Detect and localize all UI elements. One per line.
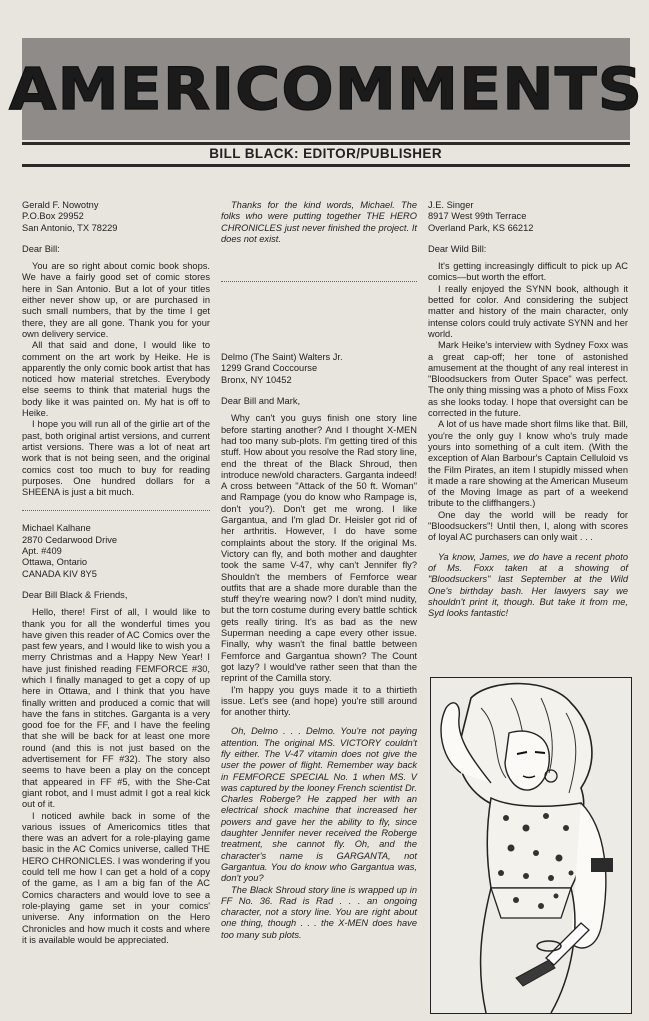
letter-3-address: Delmo (The Saint) Walters Jr. 1299 Grand Coccourse Bronx, NY 10452 xyxy=(221,352,343,385)
column-2 xyxy=(221,200,417,941)
masthead-subtitle: BILL BLACK: EDITOR/PUBLISHER xyxy=(209,146,442,161)
letter-4-paragraph: It's getting increasingly difficult to pick up AC comics—but worth the effort. xyxy=(428,261,628,283)
masthead-rule-top xyxy=(22,142,630,145)
masthead-band xyxy=(8,38,644,140)
masthead-title: AMERICOMMENTS xyxy=(8,55,644,123)
illustration-drawing xyxy=(431,678,631,1013)
letter-4-paragraph: Mark Heike's interview with Sydney Foxx was a great cap-off; her tone of astonished amusement at the thought of any real interest in "Bloodsuckers from Outer Space" was perfect. The only thing missing was a photo of Miss Foxx as she looks today. I hope that oversight can be corrected in the future. xyxy=(428,340,628,419)
column-1 xyxy=(22,200,210,946)
letter-1-paragraph: All that said and done, I would like to comment on the art work by Heike. He is apparently the only comic book artist that has noticed how material stretches. Everybody else seems to think that material hugs the body like it was painted on. My hat is off to Heike. xyxy=(22,340,210,419)
column-3 xyxy=(428,200,628,619)
letter-3-paragraph: I'm happy you guys made it to a thirtieth issue. Let's see (and hope) you're still around for another thirty. xyxy=(221,684,417,718)
letter-4-paragraph: A lot of us have made short films like that. Bill, you're the only guy I know who's truly made yours into something of a cult item. (With the exception of Alan Barbour's Captain Celluloid vs the Film Pirates, an item I stupidly missed when it made a rare showing at the American Museum of the Moving Image as part of a weekend tribute to the cliffhangers.) xyxy=(428,419,628,509)
letter-1-address: Gerald F. Nowotny P.O.Box 29952 San Antonio, TX 78229 xyxy=(22,200,118,233)
letter-1-reply: Thanks for the kind words, Michael. The folks who were putting together THE HERO CHRONICLES just never finished the project. It does not exist. xyxy=(221,200,417,244)
letter-1-paragraph: I hope you will run all of the girlie art of the past, both original artist versions, and current artist versions. There was a lot of neat art work that is not being seen, and the original comics cost too much to buy for reading purposes. One hundred dollars for a SHEENA is just a bit much. xyxy=(22,419,210,498)
masthead xyxy=(8,38,644,186)
masthead-rule-bottom xyxy=(22,164,630,167)
letter-4-address: J.E. Singer 8917 West 99th Terrace Overland Park, KS 66212 xyxy=(428,200,534,233)
letter-3-reply: Oh, Delmo . . . Delmo. You're not paying attention. The original MS. VICTORY couldn't fly either. The V-47 vitamin does not give the user the power of flight. Remember way back in FEMFORCE SPECIAL No. 1 when MS. V was captured by the looney French scientist Dr. Charles Roberge? He zapped her with an electrical shock machine that increased her powers and gave her the ability to fly, since daughter Jennifer never received the Roberge treatment, she cannot fly. Oh, and the character's name is GARGANTA, not Gargantua. You do know who Gargantua was, don't you? The Black Shroud story line is wrapped up in FF No. 36. Rad is Rad . . . an ongoing character, not a story line. You are right about one thing, though . . . the X-MEN does have too many sub plots. xyxy=(221,726,417,940)
letter-4-salutation: Dear Wild Bill: xyxy=(428,243,487,254)
letter-divider xyxy=(221,281,417,282)
letter-2-paragraph: Hello, there! First of all, I would like to thank you for all the wonderful times you have given this reader of AC Comics over the past few years, and I would like to wish you a merry Christmas and a Happy New Year! I have just finished reading FEMFORCE #30, which I finally managed to get a copy of up here in Ottawa, and I think that you have finally written and produced a comic that will have the fans in stitches. Garganta is a very good foe for the FF, and I have the feeling that she will be back for at least one more round (and this is not just based on the advertisement for FF #32). The story also seems to have been a play on the concept that appeared in FF #5, with the She-Cat giant robot, and I must admit I got a real kick out of it. xyxy=(22,607,210,810)
letter-4-paragraph: One day the world will be ready for "Bloodsuckers"! Until then, I, along with scores of loyal AC purchasers can only wait . . . xyxy=(428,509,628,543)
letter-1-salutation: Dear Bill: xyxy=(22,243,60,254)
letter-2-salutation: Dear Bill Black & Friends, xyxy=(22,589,128,600)
letter-2-paragraph: I noticed awhile back in some of the various issues of Americomics titles that there was an advert for a role-playing game basic in the AC Comics universe, called THE HERO CHRONICLES. I was wondering if you could tell me how I can get a hold of a copy of the game, as I am a big fan of the AC Comics characters and would love to see a role-playing game set in your comics' universe. Any information on the Hero Chronicles and how much it costs and where it is available would be appreciated. xyxy=(22,810,210,945)
letter-1-paragraph: You are so right about comic book shops. We have a fairly good set of comic stores here in San Antonio. But a lot of your titles either never show up, or are purchased in such small numbers, that by the time I get there, they are all gone. Thank you for your own delivery service. xyxy=(22,261,210,339)
letter-3-paragraph: Why can't you guys finish one story line before starting another? And I thought X-MEN had too many sub-plots. I'm getting tired of this stuff. How about you resolve the Rad story line, end the threat of the Black Shroud, then introduce new/old characters. Garganta indeed! A cross between "Attack of the 50 ft. Woman" and Rampage (you do know who Rampage is, don't you?). Don't get me wrong. I like Gargantua, and I'm glad Dr. Heisler got rid of her arthritis. However, I do have some complaints about the story. If the original Ms. Victory can fly, and both mother and daughter took the same V-47, why can't Jennifer fly? Shouldn't the members of Femforce wear outfits that are a shade more durable than the stuff they're wearing now? I don't mind nudity, but the torn costume during every battle schtick gets really tiring. It's as bad as the new Superman needing a cape every other issue. Finally, why wasn't the final battle between Femforce and Gargantua shown? The Count got lazy? I would've rather seen that than the reprint of the Camilla story. xyxy=(221,413,417,684)
letter-4-reply: Ya know, James, we do have a recent photo of Ms. Foxx taken at a showing of "Bloodsuckers" last September at the Wild One's birthday bash. Her lawyers say we shouldn't print it, though. But take it from me, Syd looks fantastic! xyxy=(428,551,628,619)
letter-2-address: Michael Kalhane 2870 Cedarwood Drive Apt. #409 Ottawa, Ontario CANADA KIV 8Y5 xyxy=(22,523,118,579)
jungle-girl-illustration-icon xyxy=(430,677,632,1014)
letter-divider xyxy=(22,510,210,511)
letter-4-paragraph: I really enjoyed the SYNN book, although it betted for color. And considering the subject matter and history of the main character, only intense colors could truly activate SYNN and her world. xyxy=(428,283,628,339)
letter-3-salutation: Dear Bill and Mark, xyxy=(221,396,301,407)
